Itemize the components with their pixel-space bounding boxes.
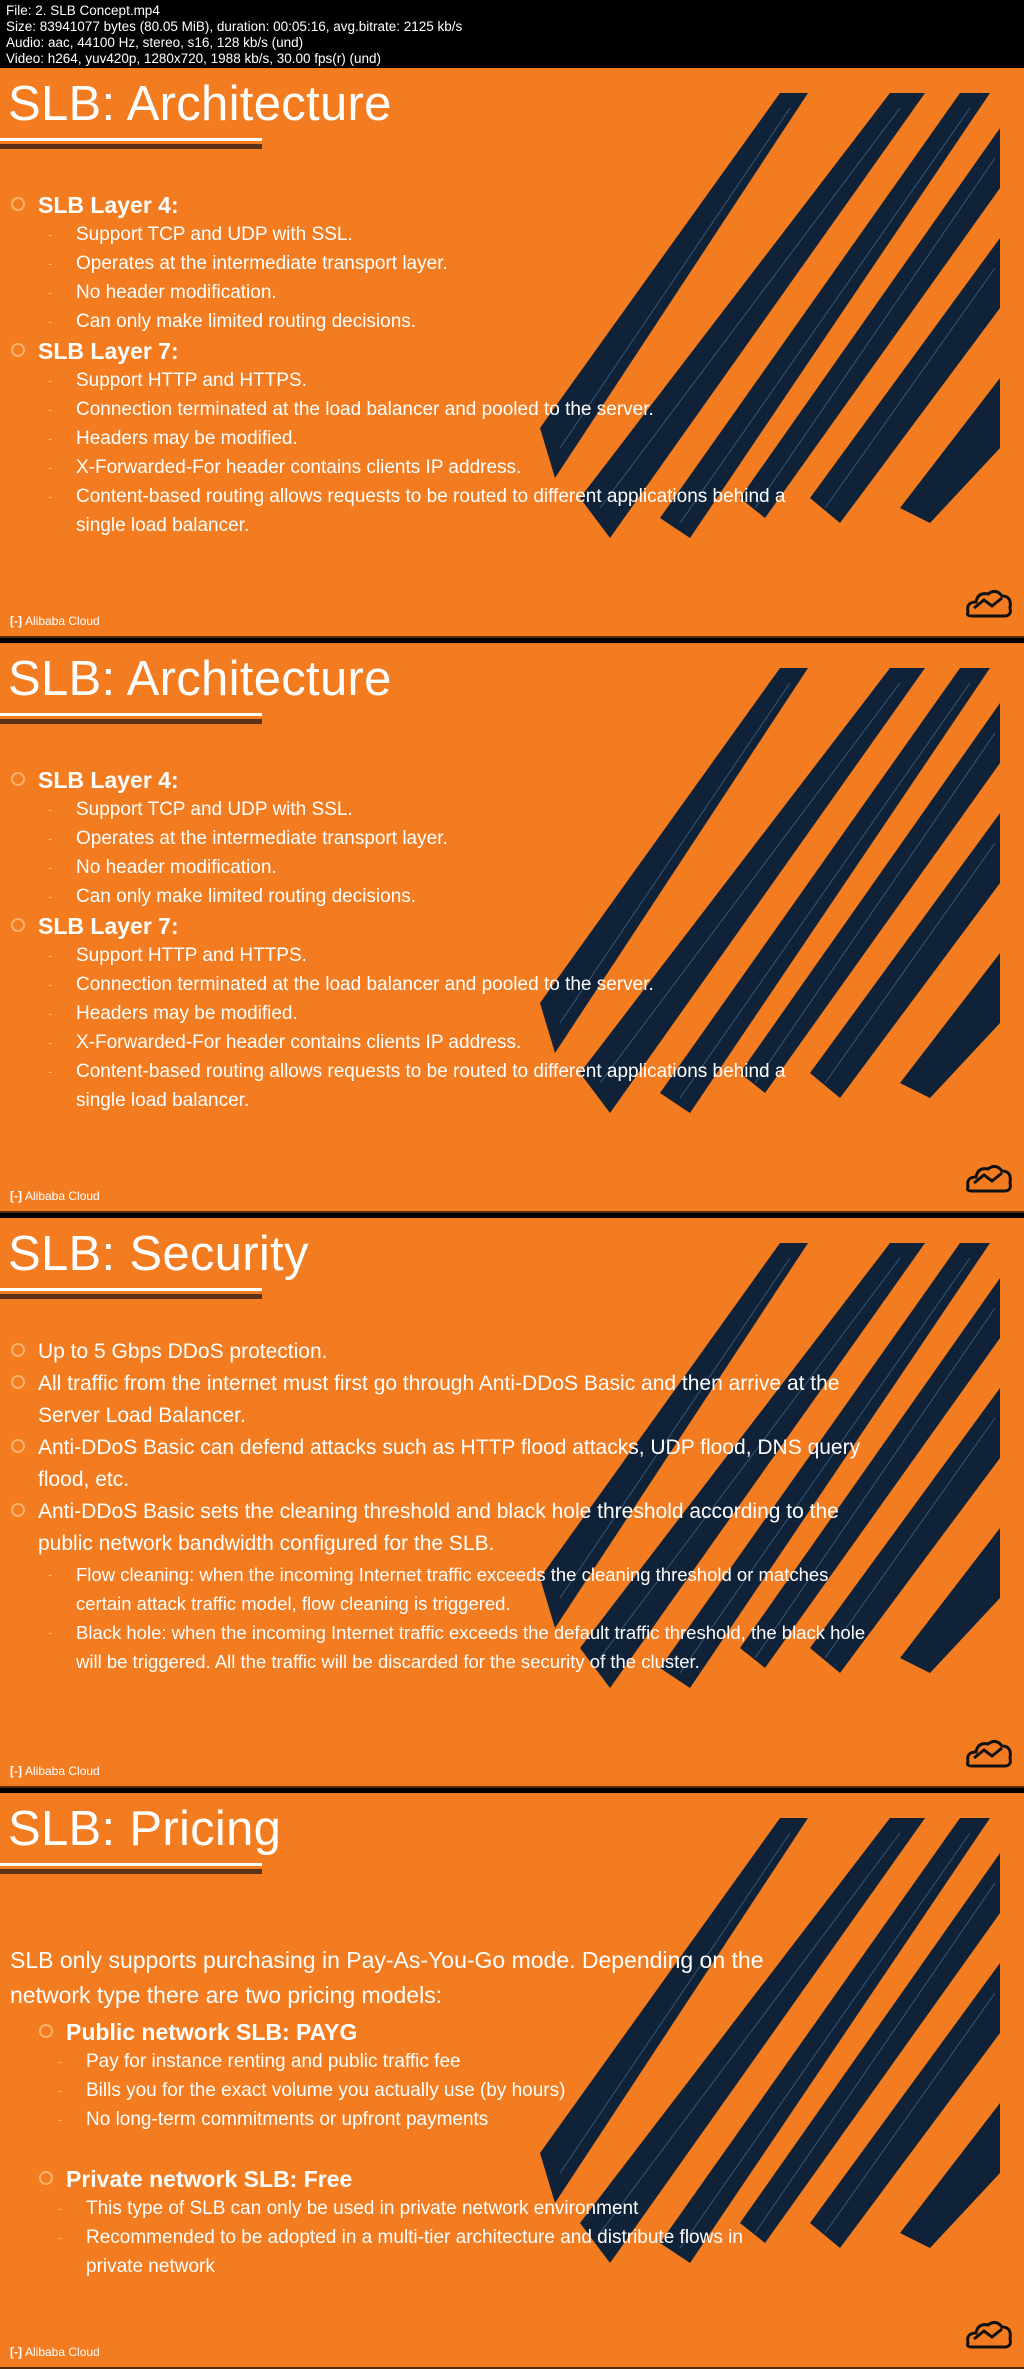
- file-line: File: 2. SLB Concept.mp4: [6, 3, 160, 18]
- circle-bullet-icon: [39, 2024, 53, 2038]
- circle-bullet-icon: [11, 1375, 25, 1389]
- alibaba-bracket-icon: [-]: [10, 2345, 22, 2359]
- section-heading: SLB Layer 4:: [10, 765, 1000, 795]
- section-heading: Private network SLB: Free: [38, 2164, 1000, 2194]
- sub-item: - Flow cleaning: when the incoming Internet traffic exceeds the cleaning threshold or matches: [48, 1564, 829, 1585]
- title-underline-dark: [0, 144, 262, 149]
- list-item: - Support HTTP and HTTPS.: [48, 945, 307, 966]
- alibaba-bracket-icon: [-]: [10, 1764, 22, 1778]
- list-item: - X-Forwarded-For header contains clients IP address.: [48, 1032, 522, 1053]
- slide-pricing: [0, 1793, 1024, 2369]
- slide-architecture-2: [0, 643, 1024, 1213]
- circle-bullet-icon: [11, 1343, 25, 1357]
- sub-item: - Black hole: when the incoming Internet traffic exceeds the default traffic threshold, the black hole: [48, 1622, 866, 1643]
- slide-body: [10, 1943, 1000, 2281]
- list-item: - X-Forwarded-For header contains clients IP address.: [48, 457, 522, 478]
- bullet-item: Anti-DDoS Basic can defend attacks such as HTTP flood attacks, UDP flood, DNS query: [10, 1432, 1000, 1464]
- title-underline: [0, 713, 262, 716]
- slide-security: [0, 1218, 1024, 1788]
- bullet-continuation: flood, etc.: [38, 1468, 130, 1491]
- list-item: - Connection terminated at the load balancer and pooled to the server.: [48, 399, 654, 420]
- list-item: - Can only make limited routing decisions.: [48, 311, 417, 332]
- alibaba-bracket-icon: [-]: [10, 614, 22, 628]
- title-underline: [0, 1288, 262, 1291]
- rocket-cloud-logo-icon: [962, 1157, 1014, 1205]
- video-line: Video: h264, yuv420p, 1280x720, 1988 kb/s, 30.00 fps(r) (und): [6, 51, 382, 66]
- bullet-item: All traffic from the internet must first go through Anti-DDoS Basic and then arrive at the: [10, 1368, 1000, 1400]
- list-item: - Headers may be modified.: [48, 1003, 298, 1024]
- bullet-continuation: public network bandwidth configured for the SLB.: [38, 1532, 495, 1555]
- list-item: - This type of SLB can only be used in private network environment: [58, 2198, 639, 2219]
- list-item-continuation: single load balancer.: [76, 1090, 250, 1111]
- title-underline-dark: [0, 1294, 262, 1299]
- list-item: - No long-term commitments or upfront payments: [58, 2109, 489, 2130]
- bullet-item: Up to 5 Gbps DDoS protection.: [10, 1336, 1000, 1368]
- alibaba-cloud-logo: [-] Alibaba Cloud: [10, 2345, 100, 2359]
- list-item-continuation: private network: [86, 2256, 215, 2277]
- slide-body: [10, 765, 1000, 1115]
- intro-text: network type there are two pricing models:: [10, 1982, 443, 2008]
- list-item: - No header modification.: [48, 857, 277, 878]
- rocket-cloud-logo-icon: [962, 2313, 1014, 2361]
- list-item: - Connection terminated at the load balancer and pooled to the server.: [48, 974, 654, 995]
- circle-bullet-icon: [11, 197, 25, 211]
- alibaba-cloud-logo: [-] Alibaba Cloud: [10, 1764, 100, 1778]
- audio-line: Audio: aac, 44100 Hz, stereo, s16, 128 kb/s (und): [6, 35, 304, 50]
- list-item: - Operates at the intermediate transport layer.: [48, 828, 448, 849]
- slide-architecture-1: [0, 68, 1024, 638]
- title-underline-dark: [0, 1869, 262, 1874]
- circle-bullet-icon: [11, 1439, 25, 1453]
- list-item: - Content-based routing allows requests to be routed to different applications behind a: [48, 486, 786, 507]
- intro-text: SLB only supports purchasing in Pay-As-You-Go mode. Depending on the: [10, 1947, 764, 1973]
- circle-bullet-icon: [39, 2171, 53, 2185]
- list-item: - Support TCP and UDP with SSL.: [48, 224, 353, 245]
- list-item: - Support TCP and UDP with SSL.: [48, 799, 353, 820]
- section-heading: Public network SLB: PAYG: [38, 2017, 1000, 2047]
- circle-bullet-icon: [11, 918, 25, 932]
- sub-item-continuation: certain attack traffic model, flow cleaning is triggered.: [76, 1593, 511, 1614]
- file-info-header: [0, 0, 1024, 68]
- list-item: - Content-based routing allows requests to be routed to different applications behind a: [48, 1061, 786, 1082]
- rocket-cloud-logo-icon: [962, 1732, 1014, 1780]
- title-underline-dark: [0, 719, 262, 724]
- rocket-cloud-logo-icon: [962, 582, 1014, 630]
- slide-body: [10, 1336, 1000, 1676]
- circle-bullet-icon: [11, 1503, 25, 1517]
- list-item: - Recommended to be adopted in a multi-tier architecture and distribute flows in: [58, 2227, 743, 2248]
- alibaba-bracket-icon: [-]: [10, 1189, 22, 1203]
- slide-title: SLB: Architecture: [8, 77, 392, 131]
- title-underline: [0, 1863, 262, 1866]
- bullet-item: Anti-DDoS Basic sets the cleaning threshold and black hole threshold according to the: [10, 1496, 1000, 1528]
- slide-title: SLB: Pricing: [8, 1802, 282, 1856]
- alibaba-cloud-logo: [-] Alibaba Cloud: [10, 1189, 100, 1203]
- alibaba-cloud-logo: [-] Alibaba Cloud: [10, 614, 100, 628]
- sub-item-continuation: will be triggered. All the traffic will be discarded for the security of the cluster.: [76, 1651, 700, 1672]
- list-item: - Can only make limited routing decisions.: [48, 886, 417, 907]
- list-item: - Headers may be modified.: [48, 428, 298, 449]
- list-item: - Operates at the intermediate transport layer.: [48, 253, 448, 274]
- list-item-continuation: single load balancer.: [76, 515, 250, 536]
- size-line: Size: 83941077 bytes (80.05 MiB), duration: 00:05:16, avg.bitrate: 2125 kb/s: [6, 19, 463, 34]
- list-item: - Bills you for the exact volume you actually use (by hours): [58, 2080, 566, 2101]
- list-item: - Pay for instance renting and public traffic fee: [58, 2051, 461, 2072]
- circle-bullet-icon: [11, 772, 25, 786]
- list-item: - Support HTTP and HTTPS.: [48, 370, 307, 391]
- list-item: - No header modification.: [48, 282, 277, 303]
- section-heading: SLB Layer 4:: [10, 190, 1000, 220]
- title-underline: [0, 138, 262, 141]
- circle-bullet-icon: [11, 343, 25, 357]
- slide-title: SLB: Architecture: [8, 652, 392, 706]
- slide-title: SLB: Security: [8, 1227, 309, 1281]
- slide-body: [10, 190, 1000, 540]
- section-heading: SLB Layer 7:: [10, 911, 1000, 941]
- section-heading: SLB Layer 7:: [10, 336, 1000, 366]
- bullet-continuation: Server Load Balancer.: [38, 1404, 246, 1427]
